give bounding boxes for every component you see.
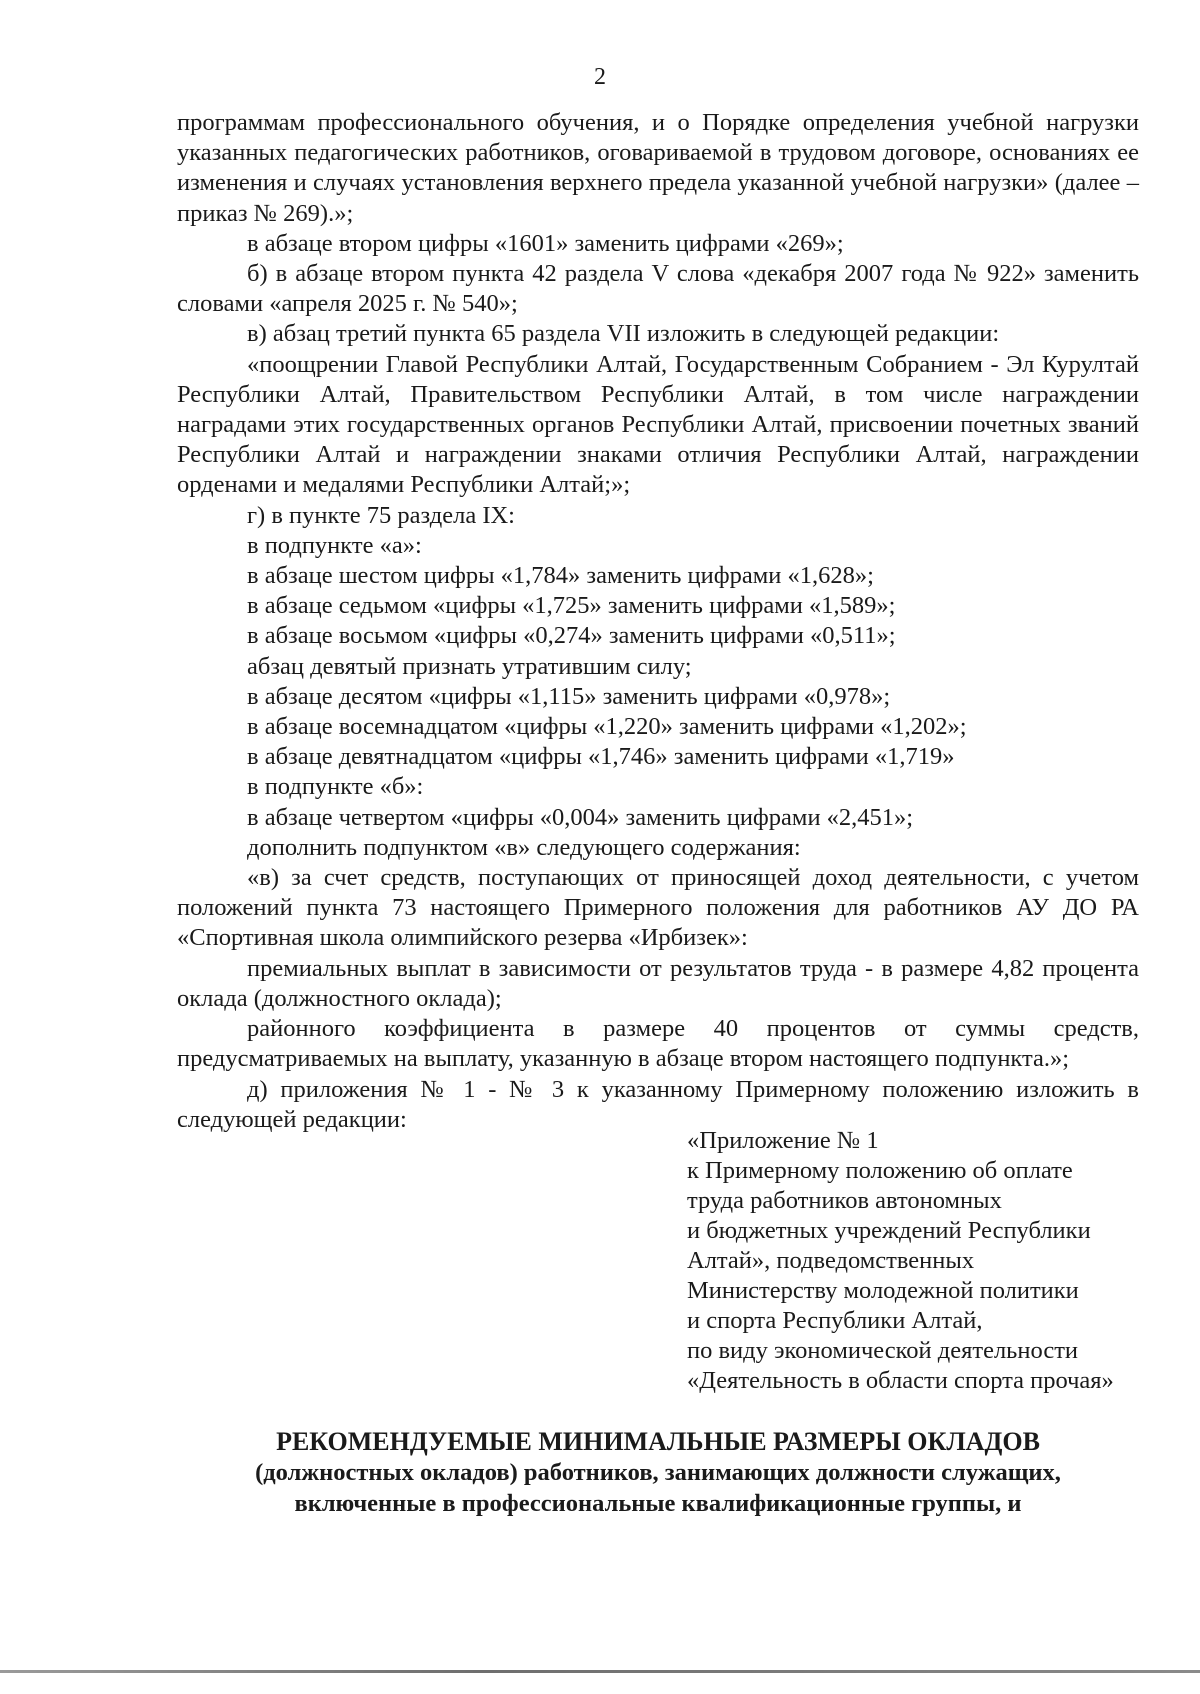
- appendix-line: по виду экономической деятельности: [687, 1337, 1079, 1364]
- appendix-caption: [687, 1126, 1157, 1396]
- paragraph-item-b: б) в абзаце втором пункта 42 раздела V слова «декабря 2007 года № 922» заменить словами «апреля 2025 г. № 540»;: [177, 260, 1139, 318]
- heading-line: РЕКОМЕНДУЕМЫЕ МИНИМАЛЬНЫЕ РАЗМЕРЫ ОКЛАДОВ: [276, 1427, 1040, 1456]
- section-heading: [177, 1426, 1139, 1519]
- appendix-line: и спорта Республики Алтай,: [687, 1307, 983, 1334]
- heading-line: (должностных окладов) работников, занимающих должности служащих,: [255, 1459, 1061, 1486]
- appendix-line: к Примерному положению об оплате: [687, 1157, 1073, 1184]
- paragraph-subitem-b: в подпункте «б»:: [247, 773, 424, 801]
- paragraph-regional-coefficient: районного коэффициента в размере 40 процентов от суммы средств, предусматриваемых на выплату, указанную в абзаце втором настоящего подпункта.»;: [177, 1015, 1139, 1073]
- paragraph-change-6: в абзаце шестом цифры «1,784» заменить цифрами «1,628»;: [247, 562, 874, 590]
- appendix-line: труда работников автономных: [687, 1187, 1002, 1214]
- appendix-line: и бюджетных учреждений Республики: [687, 1217, 1091, 1244]
- paragraph-item: в абзаце втором цифры «1601» заменить цифрами «269»;: [247, 229, 844, 257]
- paragraph-subitem-a: в подпункте «а»:: [247, 531, 422, 559]
- paragraph-change-9: абзац девятый признать утратившим силу;: [247, 652, 692, 680]
- paragraph-item-g: г) в пункте 75 раздела IX:: [247, 501, 515, 529]
- paragraph-add-subitem: дополнить подпунктом «в» следующего содержания:: [247, 833, 801, 861]
- appendix-line: Алтай», подведомственных: [687, 1247, 975, 1274]
- heading-line: включенные в профессиональные квалификационные группы, и: [294, 1490, 1022, 1517]
- paragraph-bonus-payments: премиальных выплат в зависимости от результатов труда - в размере 4,82 процента оклада (должностного оклада);: [177, 954, 1139, 1012]
- appendix-line: «Деятельность в области спорта прочая»: [687, 1367, 1114, 1394]
- paragraph-quote-encouragement: «поощрении Главой Республики Алтай, Государственным Собранием - Эл Курултай Республики Алтай, Правительством Республики Алтай, в том числе награждении наградами этих государственных органов Республики Алтай, присвоении почетных званий Республики Алтай и награждении знаками отличия Республики Алтай, награждении орденами и медалями Республики Алтай;»;: [177, 350, 1139, 499]
- paragraph-item-d: д) приложения № 1 - № 3 к указанному Примерному положению изложить в следующей редакции:: [177, 1075, 1139, 1133]
- paragraph-change-10: в абзаце десятом «цифры «1,115» заменить цифрами «0,978»;: [247, 682, 891, 710]
- document-body: [177, 108, 1139, 1135]
- paragraph-subitem-v-text: «в) за счет средств, поступающих от приносящей доход деятельности, с учетом положений пункта 73 настоящего Примерного положения для работников АУ ДО РА «Спортивная школа олимпийского резерва «Ирбизек»:: [177, 864, 1139, 952]
- paragraph-change-18: в абзаце восемнадцатом «цифры «1,220» заменить цифрами «1,202»;: [247, 713, 967, 741]
- appendix-line: «Приложение № 1: [687, 1127, 879, 1154]
- page-number: 2: [594, 64, 606, 90]
- paragraph-change-19: в абзаце девятнадцатом «цифры «1,746» заменить цифрами «1,719»: [247, 743, 955, 771]
- paragraph-change-7: в абзаце седьмом «цифры «1,725» заменить цифрами «1,589»;: [247, 592, 896, 620]
- paragraph-continuation: программам профессионального обучения, и о Порядке определения учебной нагрузки указанных педагогических работников, оговариваемой в трудовом договоре, основаниях ее изменения и случаях установления верхнего предела указанной учебной нагрузки» (далее – приказ № 269).»;: [177, 109, 1139, 227]
- scan-edge-line: [0, 1670, 1200, 1673]
- paragraph-change-4: в абзаце четвертом «цифры «0,004» заменить цифрами «2,451»;: [247, 803, 914, 831]
- paragraph-change-8: в абзаце восьмом «цифры «0,274» заменить цифрами «0,511»;: [247, 622, 896, 650]
- paragraph-item-v: в) абзац третий пункта 65 раздела VII изложить в следующей редакции:: [247, 320, 1000, 348]
- appendix-line: Министерству молодежной политики: [687, 1277, 1079, 1304]
